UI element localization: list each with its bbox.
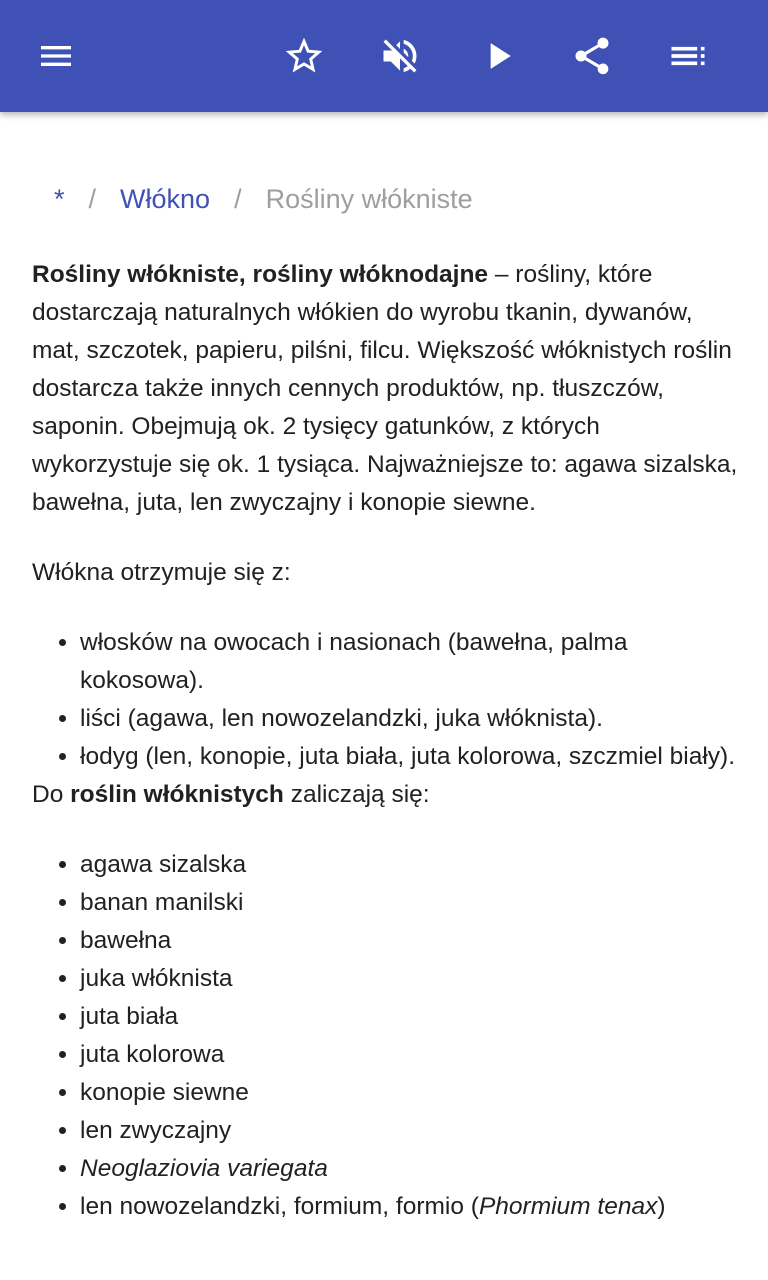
plant-name-suffix: ) [657,1193,666,1220]
menu-icon [36,36,76,76]
list-item: • juka włóknista [80,960,740,998]
volume-off-icon [378,34,422,78]
plants-intro-pre: Do [32,781,71,808]
list-item [80,1150,740,1188]
list-item: • bawełna [80,922,740,960]
list-item: • len zwyczajny [80,1112,740,1150]
breadcrumb-separator: / [88,184,97,214]
mute-button[interactable] [372,28,428,84]
play-icon [476,34,520,78]
plants-list [32,846,740,1226]
breadcrumb-current: Rośliny włókniste [265,184,473,214]
sources-list [32,624,740,776]
share-button[interactable] [564,28,620,84]
list-item: • konopie siewne [80,1074,740,1112]
plants-intro-term: roślin włóknistych [70,781,284,808]
list-item: • agawa sizalska [80,846,740,884]
list-item: • włosków na owocach i nasionach (bawełna, palma kokosowa). [80,624,740,700]
star-icon [282,34,326,78]
share-icon [570,34,614,78]
plant-latin-name: Phormium tenax [478,1193,658,1220]
plant-latin-name: Neoglaziovia variegata [80,1155,328,1182]
article-body [32,256,740,1226]
plant-name: len nowozelandzki, formium, formio ( [80,1193,479,1220]
list-item: • liści (agawa, len nowozelandzki, juka włóknista). [80,700,740,738]
intro-text: – rośliny, które dostarczają naturalnych włókien do wyrobu tkanin, dywanów, mat, szczotek, papieru, pilśni, filcu. Większość włóknistych roślin dostarcza także innych cennych produktów, np. tłuszczów, saponin. Obejmują ok. 2 tysięcy gatunków, z których wykorzystuje się ok. 1 tysiąca. Najważniejsze to: agawa sizalska, bawełna, juta, len zwyczajny i konopie siewne. [32,261,738,516]
breadcrumb-home-link[interactable]: * [54,184,65,214]
list-item: • juta kolorowa [80,1036,740,1074]
intro-paragraph [32,256,740,522]
list-item: • banan manilski [80,884,740,922]
toc-icon [666,34,710,78]
breadcrumb-separator: / [234,184,242,214]
menu-button[interactable] [28,28,84,84]
plants-intro-post: zaliczają się: [283,781,430,808]
breadcrumb-parent-link[interactable]: Włókno [120,184,211,214]
favorite-button[interactable] [276,28,332,84]
contents-button[interactable] [660,28,716,84]
list-item: • łodyg (len, konopie, juta biała, juta kolorowa, szczmiel biały). [80,738,740,776]
intro-term: Rośliny włókniste, rośliny włóknodajne [32,261,489,288]
list-item: • juta biała [80,998,740,1036]
plants-intro [32,776,740,814]
sources-intro: Włókna otrzymuje się z: [32,559,291,586]
play-button[interactable] [470,28,526,84]
breadcrumb [54,182,473,216]
app-toolbar [0,0,768,112]
list-item [80,1188,740,1226]
